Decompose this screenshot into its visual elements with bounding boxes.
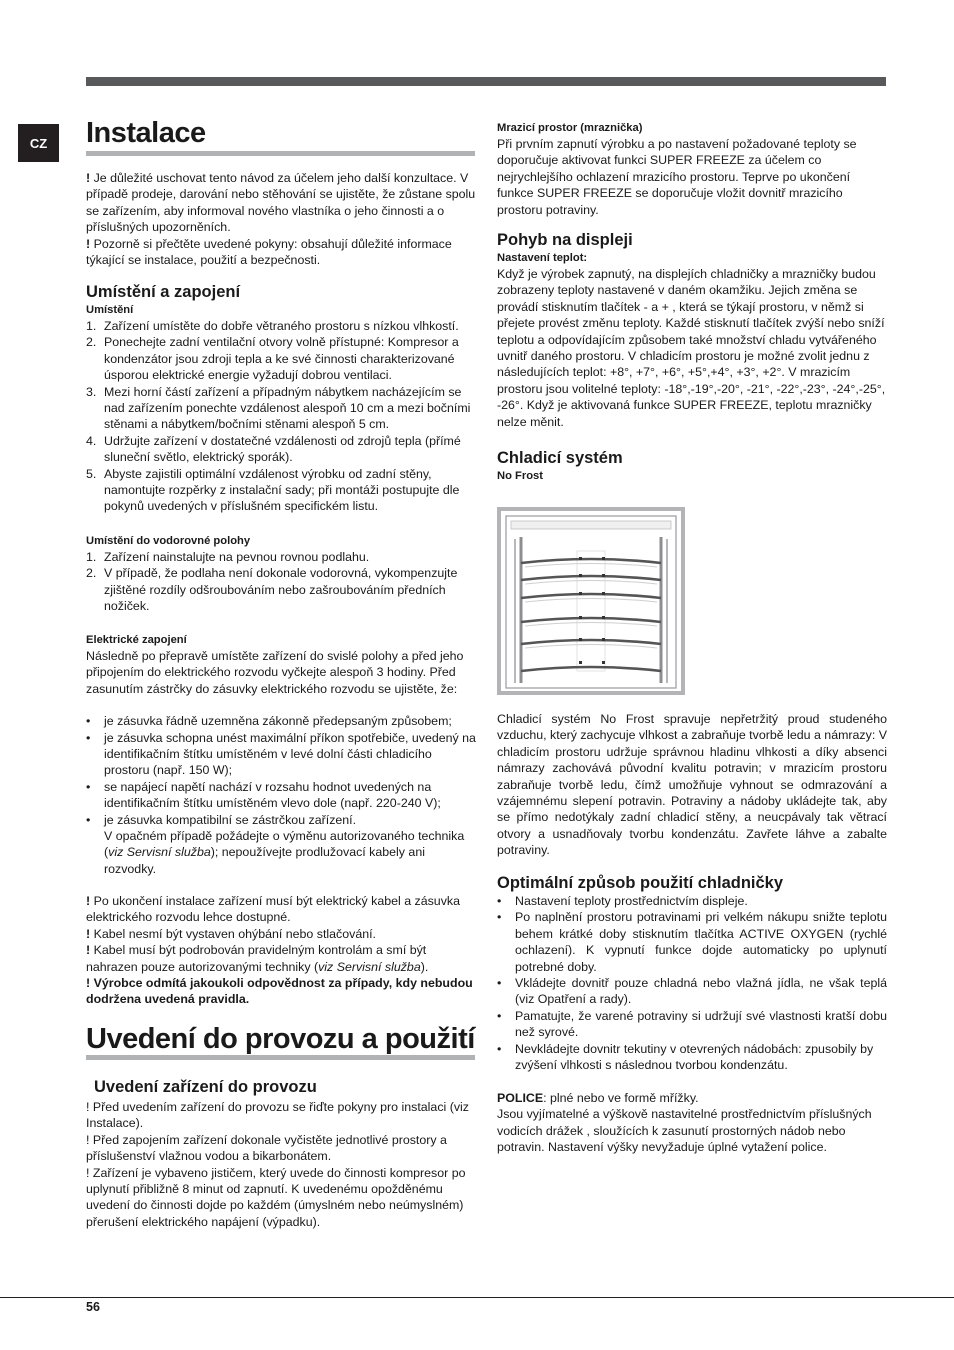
list-item: 2. V případě, že podlaha není dokonale vodorovná, vykompenzujte zjištěné rozdíly odšroubováním nebo zašroubováním předních nožiček. [86, 566, 458, 614]
elektricke-text: Následně po přepravě umístěte zařízení do svislé polohy a před jeho připojením do elektrického rozvodu vyčkejte alespoň 3 hodiny. Před zasunutím zástrčky do zásuvky elektrického rozvodu se ujistěte, že: [86, 649, 464, 696]
optimalni-section [497, 873, 887, 1073]
mrazici-subheading: Mrazicí prostor (mraznička) [497, 122, 643, 134]
chladici-text-block [497, 711, 887, 859]
chladici-subheading: No Frost [497, 470, 543, 482]
pohyb-text: Když je výrobek zapnutý, na displejích chladničky a mrazničky budou zobrazeny teploty nastavené v daném okamžiku. Jejich změna se provádí stisknutím tlačítek - a + , která se týkají prostoru, v němž si přejete provést změnu teploty. Každé stisknutí tlačítek zvýší nebo sníží teplotu a odpovídajícím způsobem také množství chladu vytvářeného uvnitř daného prostoru. V chladicím prostoru je možné zvolit jednu z následujících teplot: +8°, +7°, +6°, +5°,+4°, +3°, +2°. V mrazicím prostoru jsou volitelné teploty: -18°,-19°,-20°, -21°, -22°,-23°, -24°,-25°, -26°. Když je aktivovaná funkce SUPER FREEZE, teplotu mrazničky nelze měnit. [497, 267, 886, 429]
police-text: Jsou vyjímatelné a výškově nastavitelné prostřednictvím příslušných vodicích drážek , sloužících k zasunutí prostorných nádob nebo potravin. Nastavení výšky nevyžaduje úplné vytažení police. [497, 1107, 872, 1155]
chladici-text: Chladicí systém No Frost spravuje nepřetržitý proud studeného vzduchu, který zachycuje vlhkost a zabraňuje tvorbě ledu a námrazy: V chladicím prostoru udržuje správnou hladinu vlhkosti a díky absenci námrazy zachovává původní kvalitu potravin; v mrazicím prostoru zabraňuje tvorbě ledu, čímž umožňuje vyhnout se odmrazování a vzájemnému slepení potravin. Potraviny a nádoby ukládejte tak, aby se přímo nedotýkaly zadní chladicí stěny, a neucpávaly tak větrací otvory a usnadňovaly tvorbu kondenzátu. Zavřete láhve a zabalte potraviny. [497, 712, 887, 858]
police-line: POLICE: plné nebo ve formě mřížky. [497, 1091, 699, 1105]
list-item: • je zásuvka řádně uzemněna zákonně předepsaným způsobem; [86, 714, 452, 729]
list-item: 2. Ponechejte zadní ventilační otvory volně přístupné: Kompresor a kondenzátor jsou zdroji tepla a ke své činnosti charakterizované úsporou elektrické energie vyžadují dobrou ventilaci. [86, 335, 459, 383]
list-item: • Vkládejte dovnitř pouze chladná nebo vlažná jídla, ne však teplá (viz Opatření a rady). [497, 976, 887, 1007]
fridge-shelves-illustration [501, 511, 681, 691]
uvedeni-note: ! Před uvedením zařízení do provozu se řiďte pokyny pro instalaci (viz Instalace). [86, 1100, 469, 1131]
instalace-title: Instalace [86, 117, 206, 149]
optimalni-list [497, 893, 887, 1073]
vodorovne-section [86, 533, 476, 615]
language-tab: CZ [18, 124, 59, 162]
list-item: • Po naplnění prostoru potravinami pri velkém nákupu snižte teplotu behem krátké doby stisknutím tlačítka ACTIVE OXYGEN (rychlé ochlazení). K vypnutí funkce dojde automaticky po uplynutí potrebné doby. [497, 910, 887, 974]
uvedeni-title-rule [86, 1055, 475, 1060]
elektricke-list [86, 713, 476, 828]
uvedeni-section [86, 1077, 476, 1230]
chladici-section [497, 448, 887, 484]
list-item: • Nastavení teploty prostřednictvím displeje. [497, 894, 748, 908]
top-rule [86, 77, 886, 86]
warning-note: ! Po ukončení instalace zařízení musí být elektrický kabel a zásuvka elektrického rozvodu lehce dostupné. [86, 894, 460, 925]
warning-note: ! Kabel nesmí být vystaven ohýbání nebo stlačování. [86, 926, 376, 941]
umisteni-heading: Umístění a zapojení [86, 283, 241, 301]
list-item: • Nevkládejte dovnitr tekutiny v otevrených nádobách: zpusobily by zvýšení vlhkosti s následnou tvorbou kondenzátu. [497, 1041, 874, 1073]
list-item: 5. Abyste zajistili optimální vzdálenost výrobku od zadní stěny, namontujte rozpěrky z instalační sady; při montáži postupujte dle pokynů uvedených v příslušném specifickém listu. [86, 466, 460, 514]
intro-notes [86, 170, 476, 268]
list-item: • je zásuvka kompatibilní se zástrčkou zařízení. [86, 812, 357, 827]
optimalni-heading: Optimální způsob použití chladničky [497, 874, 784, 892]
pohyb-subheading: Nastavení teplot: [497, 252, 588, 264]
chladici-heading: Chladicí systém [497, 449, 623, 467]
pohyb-heading: Pohyb na displeji [497, 231, 633, 249]
police-section [497, 1090, 887, 1156]
uvedeni-title: Uvedení do provozu a použití [86, 1023, 475, 1055]
umisteni-section [86, 282, 476, 515]
elektricke-note: V opačném případě požádejte o výměnu autorizovaného technika (viz Servisní služba); nepoužívejte prodlužovací kabely ani rozvodky. [104, 829, 465, 876]
list-item: • Pamatujte, že varené potraviny si udržují své vlastnosti kratší dobu než syrové. [497, 1008, 887, 1040]
elektricke-subheading: Elektrické zapojení [86, 634, 187, 646]
vodorovne-subheading: Umístění do vodorovné polohy [86, 535, 251, 547]
warnings [86, 893, 476, 1008]
uvedeni-note: ! Zařízení je vybaveno jističem, který uvede do činnosti kompresor po uplynutí přibližně 8 minut od zapnutí. K uvedenému opožděnému uvedení do činnosti dojde po každém (úmyslném nebo neúmyslném) přerušení elektrického napájení (výpadku). [86, 1165, 466, 1229]
warning-note-bold: ! Výrobce odmítá jakoukoli odpovědnost za případy, kdy nebudou dodržena uvedená pravidla. [86, 976, 473, 1007]
warning-note: ! Kabel musí být podrobován pravidelným kontrolám a smí být nahrazen pouze autorizovanými techniky (viz Servisní služba). [86, 943, 429, 974]
vodorovne-list [86, 549, 476, 615]
list-item: 3. Mezi horní částí zařízení a případným nábytkem nacházejícím se nad zařízením ponechte vzdálenost alespoň 10 cm a mezi bočními stěnami a nábytkem/bočními stěnami alespoň 5 cm. [86, 384, 471, 432]
fridge-interior-figure [497, 507, 685, 695]
intro-note: ! Je důležité uschovat tento návod za účelem jeho další konzultace. V případě prodeje, darování nebo stěhování se ujistěte, že zůstane spolu se zařízením, aby informoval nového vlastníka o jeho činnosti a o příslušných upozorněních. [86, 171, 476, 235]
list-item: 1. Zařízení nainstalujte na pevnou rovnou podlahu. [86, 550, 370, 564]
mrazici-text: Při prvním zapnutí výrobku a po nastavení požadované teploty se doporučuje aktivovat funkci SUPER FREEZE za účelem co nejrychlejšího ochlazení mrazicího prostoru. Teprve po ukončení funkce SUPER FREEZE se doporučuje vložit dovnitř mrazicího prostoru potraviny. [497, 137, 857, 217]
umisteni-subheading: Umístění [86, 304, 134, 316]
pohyb-section [497, 230, 887, 430]
fridge-figure-inner [501, 511, 681, 691]
page-number: 56 [86, 1300, 100, 1314]
instalace-title-rule [86, 151, 475, 156]
umisteni-list [86, 318, 476, 515]
list-item: • se napájecí napětí nachází v rozsahu hodnot uvedených na identifikačním štítku umístěném vlevo dole (např. 220-240 V); [86, 779, 441, 811]
uvedeni-note: ! Před zapojením zařízení dokonale vyčistěte jednotlivé prostory a příslušenství vlažnou vodou a bikarbonátem. [86, 1132, 447, 1164]
bottom-rule [0, 1297, 954, 1298]
uvedeni-heading: Uvedení zařízení do provozu [94, 1078, 317, 1096]
list-item: • je zásuvka schopna unést maximální příkon spotřebiče, uvedený na identifikačním štítku umístěném v levé dolní části chladicího prostoru (např. 150 W); [86, 730, 476, 778]
list-item: 4. Udržujte zařízení v dostatečné vzdálenosti od zdrojů tepla (přímé sluneční světlo, elektrický sporák). [86, 433, 461, 465]
mrazici-section [497, 120, 887, 218]
intro-note: ! Pozorně si přečtěte uvedené pokyny: obsahují důležité informace týkající se instalace, použití a bezpečnosti. [86, 236, 452, 268]
elektricke-section [86, 632, 476, 877]
list-item: 1. Zařízení umístěte do dobře větraného prostoru s nízkou vlhkostí. [86, 319, 459, 333]
